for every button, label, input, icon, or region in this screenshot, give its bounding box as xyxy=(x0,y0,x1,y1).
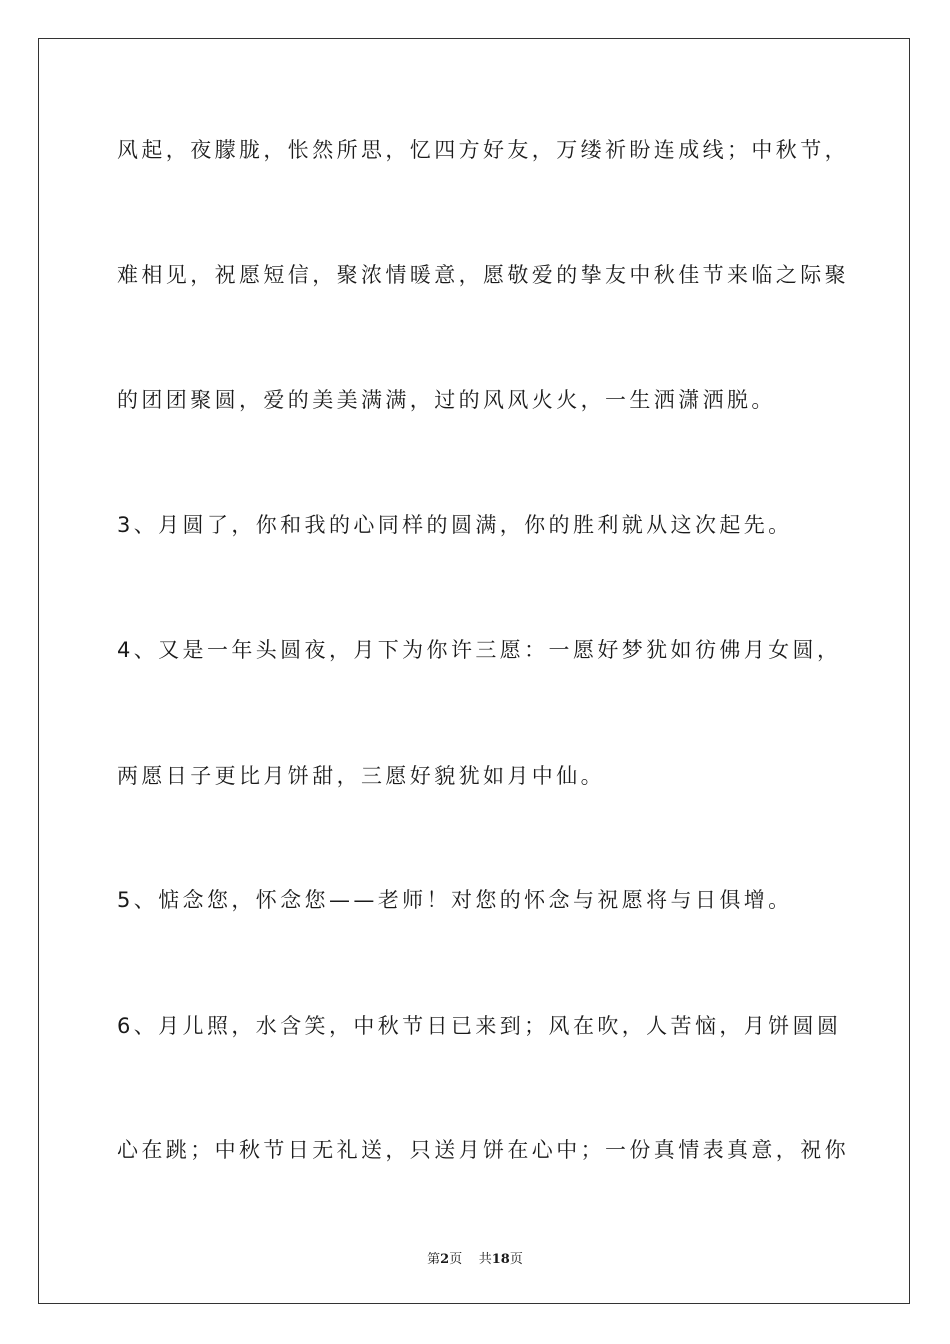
page-footer xyxy=(0,1248,950,1267)
text-line-4: 3、月圆了，你和我的心同样的圆满，你的胜利就从这次起先。 xyxy=(117,513,793,537)
page-border xyxy=(38,38,910,1304)
page-number: 2 xyxy=(440,1252,450,1267)
page-label-suffix: 页 xyxy=(449,1252,463,1267)
text-line-5: 4、又是一年头圆夜，月下为你许三愿：一愿好梦犹如彷佛月女圆， xyxy=(117,638,842,662)
text-line-1: 风起，夜朦胧，怅然所思，忆四方好友，万缕祈盼连成线；中秋节， xyxy=(117,138,849,162)
total-label-suffix: 页 xyxy=(509,1252,523,1267)
text-line-2: 难相见，祝愿短信，聚浓情暖意，愿敬爱的挚友中秋佳节来临之际聚 xyxy=(117,263,849,287)
text-line-9: 心在跳；中秋节日无礼送，只送月饼在心中；一份真情表真意，祝你 xyxy=(117,1138,849,1162)
total-label-prefix: 共 xyxy=(478,1252,492,1267)
text-line-7: 5、惦念您，怀念您——老师！对您的怀念与祝愿将与日俱增。 xyxy=(117,888,793,912)
text-line-6: 两愿日子更比月饼甜，三愿好貌犹如月中仙。 xyxy=(117,764,605,788)
page-label-prefix: 第 xyxy=(427,1252,441,1267)
text-line-3: 的团团聚圆，爱的美美满满，过的风风火火，一生洒潇洒脱。 xyxy=(117,388,776,412)
total-pages: 18 xyxy=(491,1252,510,1267)
text-line-8: 6、月儿照，水含笑，中秋节日已来到；风在吹，人苦恼，月饼圆圆 xyxy=(117,1014,842,1038)
